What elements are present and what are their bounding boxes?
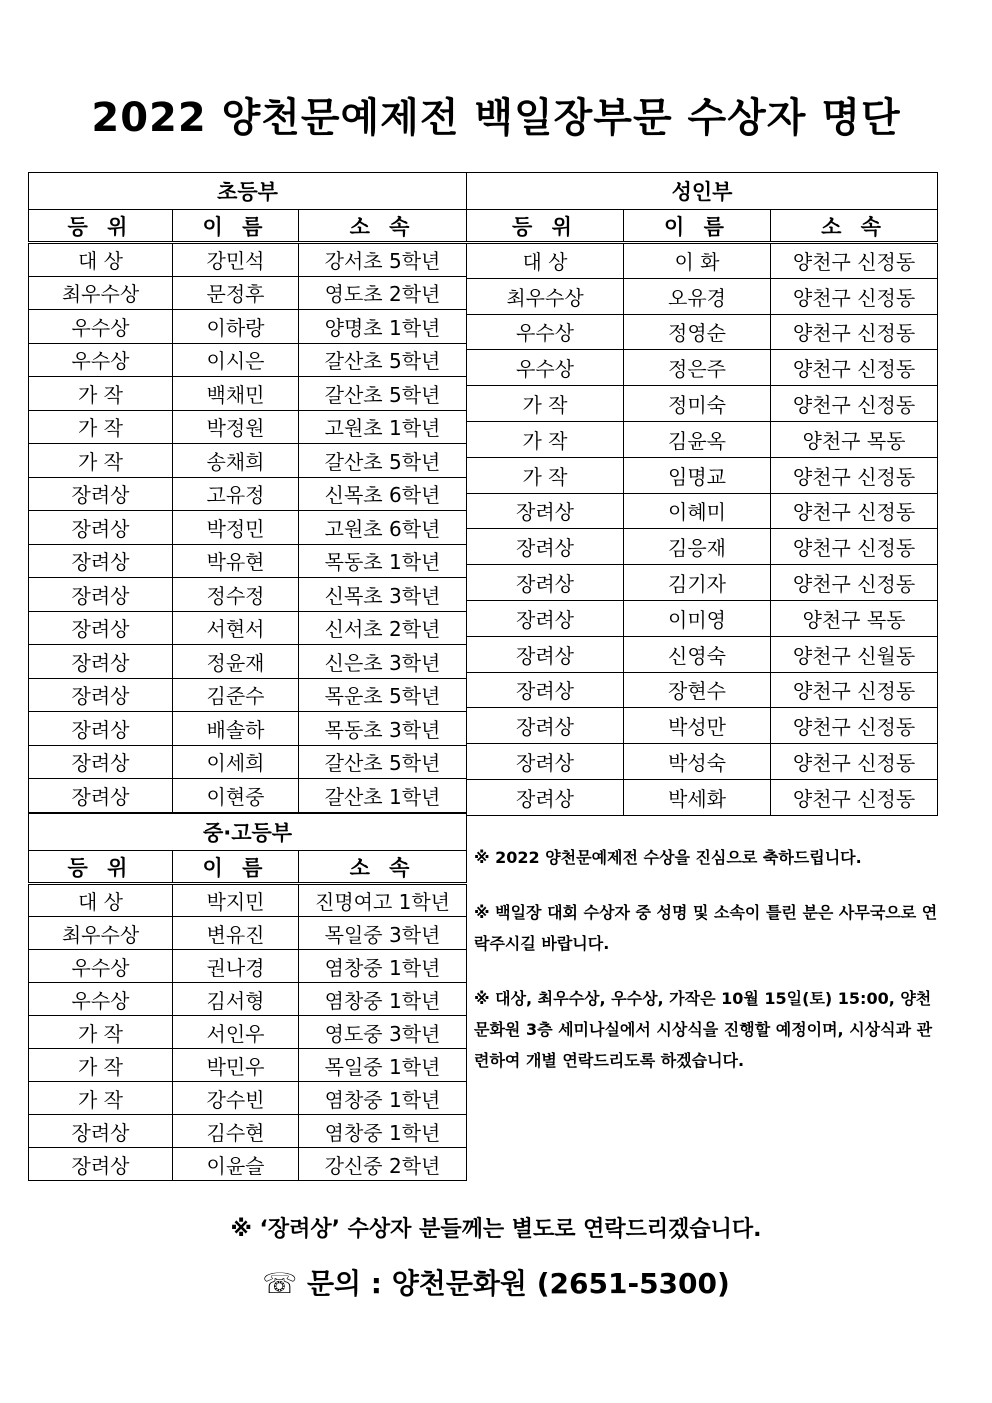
table-row [29,243,467,277]
cell-affiliation: 갈산초 1학년 [299,779,467,813]
cell-rank: 최우수상 [29,917,173,950]
table-row [29,745,467,779]
cell-affiliation: 목일중 3학년 [299,917,467,950]
cell-name: 백채민 [173,377,299,411]
secondary-table [28,813,467,1181]
cell-rank: 장려상 [29,779,173,813]
cell-name: 김윤옥 [624,421,771,457]
cell-affiliation: 갈산초 5학년 [299,745,467,779]
cell-name: 김수현 [173,1115,299,1148]
table-row [29,645,467,679]
cell-name: 이현중 [173,779,299,813]
table-row [467,672,938,708]
table-row [29,884,467,917]
cell-affiliation: 갈산초 5학년 [299,444,467,478]
cell-name: 임명교 [624,457,771,493]
table-row [467,386,938,422]
cell-rank: 장려상 [467,600,624,636]
secondary-section-label: 중·고등부 [29,814,467,851]
note-congratulations: ※ 2022 양천문예제전 수상을 진심으로 축하드립니다. [474,848,862,867]
phone-icon: ☏ [262,1267,298,1300]
cell-name: 박정원 [173,410,299,444]
column-header-affiliation: 소 속 [771,210,938,243]
cell-name: 오유경 [624,278,771,314]
contact-text: 문의 : 양천문화원 (2651-5300) [306,1267,730,1300]
table-row [29,983,467,1016]
cell-affiliation: 양천구 신정동 [771,493,938,529]
cell-rank: 대 상 [29,884,173,917]
cell-rank: 장려상 [29,1115,173,1148]
table-row [467,243,938,279]
cell-name: 박지민 [173,884,299,917]
table-row [29,1148,467,1181]
cell-affiliation: 양천구 신정동 [771,314,938,350]
cell-affiliation: 목일중 1학년 [299,1049,467,1082]
cell-affiliation: 양천구 신정동 [771,708,938,744]
cell-rank: 장려상 [29,645,173,679]
table-row [467,350,938,386]
cell-name: 고유정 [173,477,299,511]
table-row [29,712,467,746]
cell-name: 김준수 [173,678,299,712]
cell-affiliation: 양천구 신정동 [771,350,938,386]
column-header-affiliation: 소 속 [299,851,467,884]
cell-affiliation: 목동초 3학년 [299,712,467,746]
table-row [29,343,467,377]
cell-affiliation: 양천구 목동 [771,421,938,457]
cell-affiliation: 신은초 3학년 [299,645,467,679]
cell-affiliation: 신서초 2학년 [299,611,467,645]
cell-affiliation: 양천구 신정동 [771,243,938,279]
note-ceremony-info: ※ 대상, 최우수상, 우수상, 가작은 10월 15일(토) 15:00, 양천문화원 3층 세미나실에서 시상식을 진행할 예정이며, 시상식과 관련하여 개별 연락드리도록 하겠습니다. [474,989,933,1070]
cell-rank: 우수상 [29,310,173,344]
cell-name: 정미숙 [624,386,771,422]
cell-affiliation: 염창중 1학년 [299,1115,467,1148]
cell-name: 강민석 [173,243,299,277]
cell-name: 이 화 [624,243,771,279]
table-row [467,600,938,636]
cell-name: 신영숙 [624,636,771,672]
cell-affiliation: 갈산초 5학년 [299,343,467,377]
cell-affiliation: 양천구 신정동 [771,672,938,708]
cell-name: 정윤재 [173,645,299,679]
column-header-rank: 등 위 [467,210,624,243]
page-title: 2022 양천문예제전 백일장부문 수상자 명단 [91,95,901,141]
cell-affiliation: 양천구 신정동 [771,779,938,815]
column-header-rank: 등 위 [29,210,173,243]
cell-affiliation: 영도초 2학년 [299,276,467,310]
cell-rank: 장려상 [29,578,173,612]
cell-affiliation: 양명초 1학년 [299,310,467,344]
table-row [29,1016,467,1049]
cell-affiliation: 염창중 1학년 [299,950,467,983]
cell-name: 이시은 [173,343,299,377]
cell-affiliation: 양천구 신정동 [771,457,938,493]
table-row [29,678,467,712]
cell-name: 이미영 [624,600,771,636]
cell-name: 서인우 [173,1016,299,1049]
cell-affiliation: 양천구 신정동 [771,278,938,314]
table-row [467,565,938,601]
table-row [29,410,467,444]
cell-rank: 장려상 [29,678,173,712]
table-row [29,377,467,411]
cell-rank: 우수상 [29,983,173,1016]
cell-rank: 가 작 [467,457,624,493]
cell-name: 김응재 [624,529,771,565]
column-header-name: 이 름 [624,210,771,243]
cell-name: 서현서 [173,611,299,645]
cell-affiliation: 고원초 6학년 [299,511,467,545]
cell-rank: 장려상 [29,477,173,511]
cell-name: 이윤슬 [173,1148,299,1181]
table-row [29,1115,467,1148]
cell-affiliation: 목운초 5학년 [299,678,467,712]
cell-name: 박유현 [173,544,299,578]
column-header-name: 이 름 [173,210,299,243]
cell-affiliation: 고원초 1학년 [299,410,467,444]
cell-rank: 가 작 [29,444,173,478]
cell-name: 문정후 [173,276,299,310]
cell-rank: 장려상 [467,779,624,815]
cell-rank: 장려상 [467,565,624,601]
cell-rank: 가 작 [467,386,624,422]
cell-name: 변유진 [173,917,299,950]
note-correction-request: ※ 백일장 대회 수상자 중 성명 및 소속이 틀린 분은 사무국으로 연락주시길 바랍니다. [474,903,938,953]
cell-rank: 우수상 [29,343,173,377]
table-row [467,314,938,350]
cell-name: 배솔하 [173,712,299,746]
table-row [29,917,467,950]
cell-name: 이하랑 [173,310,299,344]
encouragement-notice: ※ ‘장려상’ 수상자 분들께는 별도로 연락드리겠습니다. [230,1217,762,1242]
cell-rank: 장려상 [467,672,624,708]
table-row [29,611,467,645]
cell-rank: 우수상 [467,314,624,350]
cell-name: 장현수 [624,672,771,708]
column-header-name: 이 름 [173,851,299,884]
table-row [29,578,467,612]
cell-name: 박성숙 [624,744,771,780]
table-row [29,1049,467,1082]
cell-rank: 가 작 [29,1049,173,1082]
cell-rank: 장려상 [29,544,173,578]
cell-affiliation: 갈산초 5학년 [299,377,467,411]
cell-affiliation: 영도중 3학년 [299,1016,467,1049]
table-row [29,310,467,344]
notes-panel [474,842,944,1100]
cell-rank: 가 작 [467,421,624,457]
cell-name: 김서형 [173,983,299,1016]
cell-name: 박성만 [624,708,771,744]
column-header-rank: 등 위 [29,851,173,884]
cell-affiliation: 양천구 신정동 [771,529,938,565]
cell-affiliation: 염창중 1학년 [299,983,467,1016]
cell-rank: 장려상 [29,1148,173,1181]
cell-affiliation: 목동초 1학년 [299,544,467,578]
cell-affiliation: 염창중 1학년 [299,1082,467,1115]
adult-table [466,172,938,816]
cell-rank: 장려상 [467,636,624,672]
cell-name: 이혜미 [624,493,771,529]
table-row [467,636,938,672]
cell-name: 정영순 [624,314,771,350]
cell-rank: 장려상 [29,745,173,779]
table-row [29,779,467,813]
cell-rank: 최우수상 [467,278,624,314]
table-row [467,708,938,744]
cell-name: 권나경 [173,950,299,983]
table-row [29,276,467,310]
table-row [29,1082,467,1115]
table-row [467,529,938,565]
cell-affiliation: 신목초 6학년 [299,477,467,511]
cell-name: 박세화 [624,779,771,815]
cell-affiliation: 진명여고 1학년 [299,884,467,917]
cell-rank: 대 상 [467,243,624,279]
cell-rank: 장려상 [467,708,624,744]
cell-rank: 우수상 [29,950,173,983]
cell-affiliation: 양천구 신정동 [771,565,938,601]
cell-affiliation: 양천구 신정동 [771,386,938,422]
table-row [467,278,938,314]
cell-rank: 장려상 [29,511,173,545]
cell-name: 송채희 [173,444,299,478]
cell-name: 정수정 [173,578,299,612]
elementary-table [28,172,467,813]
table-row [29,511,467,545]
table-row [467,457,938,493]
table-row [29,950,467,983]
cell-rank: 최우수상 [29,276,173,310]
column-header-affiliation: 소 속 [299,210,467,243]
table-row [467,421,938,457]
cell-rank: 가 작 [29,377,173,411]
cell-name: 박민우 [173,1049,299,1082]
elementary-section-label: 초등부 [29,173,467,210]
cell-name: 김기자 [624,565,771,601]
cell-affiliation: 신목초 3학년 [299,578,467,612]
cell-rank: 우수상 [467,350,624,386]
cell-rank: 대 상 [29,243,173,277]
cell-affiliation: 양천구 목동 [771,600,938,636]
table-row [29,477,467,511]
adult-section-label: 성인부 [467,173,938,210]
cell-name: 정은주 [624,350,771,386]
cell-rank: 장려상 [467,493,624,529]
cell-name: 강수빈 [173,1082,299,1115]
table-row [467,493,938,529]
cell-rank: 가 작 [29,1082,173,1115]
table-row [29,544,467,578]
cell-name: 이세희 [173,745,299,779]
cell-affiliation: 양천구 신월동 [771,636,938,672]
cell-rank: 장려상 [29,611,173,645]
table-row [29,444,467,478]
cell-name: 박정민 [173,511,299,545]
cell-rank: 장려상 [467,529,624,565]
table-row [467,779,938,815]
cell-affiliation: 강서초 5학년 [299,243,467,277]
cell-rank: 가 작 [29,410,173,444]
table-row [467,744,938,780]
cell-rank: 장려상 [467,744,624,780]
cell-affiliation: 강신중 2학년 [299,1148,467,1181]
cell-affiliation: 양천구 신정동 [771,744,938,780]
cell-rank: 장려상 [29,712,173,746]
contact-line [0,1262,992,1302]
cell-rank: 가 작 [29,1016,173,1049]
